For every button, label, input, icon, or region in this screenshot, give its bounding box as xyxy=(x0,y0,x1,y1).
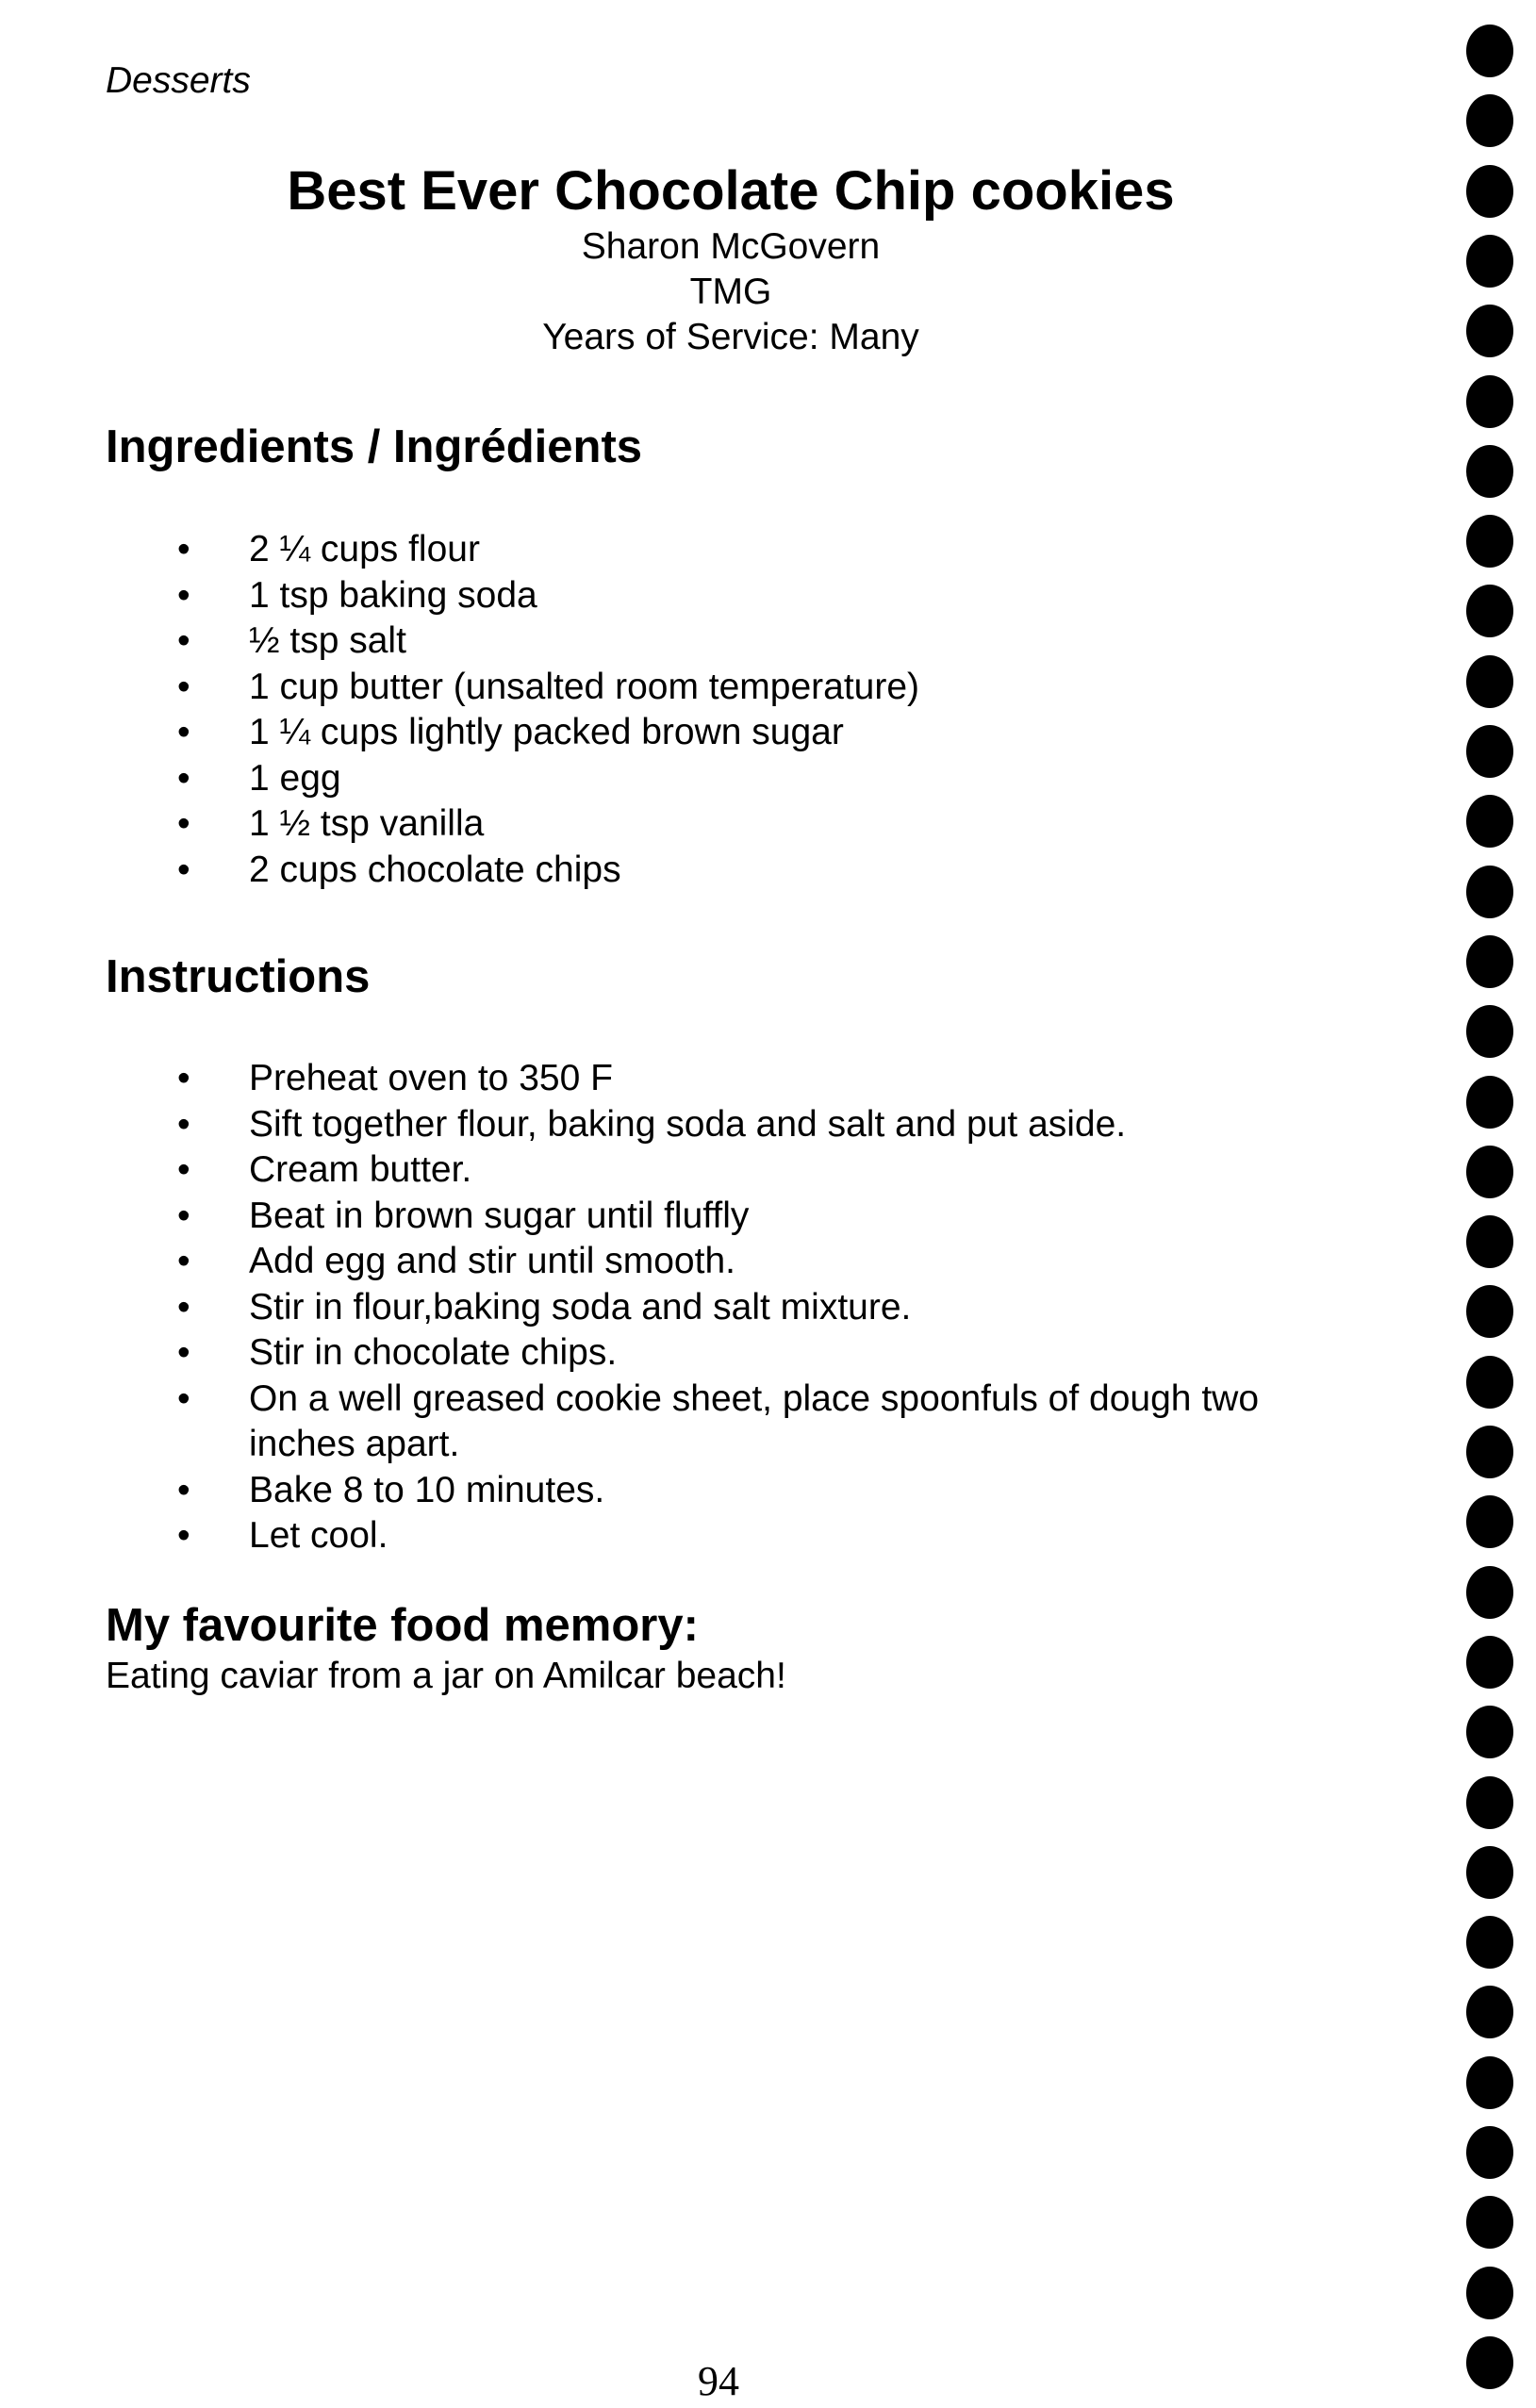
binding-hole-icon xyxy=(1466,655,1513,708)
binding-hole-icon xyxy=(1466,1146,1513,1198)
binding-hole-icon xyxy=(1466,375,1513,428)
binding-hole-icon xyxy=(1466,2196,1513,2249)
bullet-icon: • xyxy=(177,1195,190,1236)
recipe-department: TMG xyxy=(689,272,772,312)
binding-hole-icon xyxy=(1466,1566,1513,1619)
bullet-icon: • xyxy=(177,620,190,661)
instruction-step-text: Preheat oven to 350 F xyxy=(249,1058,613,1098)
ingredient-item xyxy=(172,756,919,802)
ingredient-item xyxy=(172,665,919,711)
binding-hole-icon xyxy=(1466,2126,1513,2179)
instruction-step-text: Bake 8 to 10 minutes. xyxy=(249,1469,605,1510)
instruction-step-text: Let cool. xyxy=(249,1515,388,1556)
bullet-icon: • xyxy=(177,1286,190,1328)
instructions-heading: Instructions xyxy=(106,951,371,1002)
binding-hole-icon xyxy=(1466,235,1513,288)
binding-hole-icon xyxy=(1466,1076,1513,1129)
instruction-step-text: On a well greased cookie sheet, place spoonfuls of dough two inches apart. xyxy=(249,1377,1260,1464)
ingredient-item xyxy=(172,573,919,619)
instruction-step xyxy=(172,1285,1360,1331)
instruction-step-text: Beat in brown sugar until fluffly xyxy=(249,1195,750,1236)
binding-hole-icon xyxy=(1466,585,1513,637)
binding-hole-icon xyxy=(1466,1636,1513,1689)
bullet-icon: • xyxy=(177,666,190,707)
binding-hole-icon xyxy=(1466,165,1513,218)
binding-hole-icon xyxy=(1466,1426,1513,1478)
ingredient-item xyxy=(172,848,919,894)
ingredients-heading: Ingredients / Ingrédients xyxy=(106,421,643,472)
instruction-step xyxy=(172,1056,1360,1102)
instruction-step xyxy=(172,1239,1360,1285)
binding-hole-icon xyxy=(1466,515,1513,568)
bullet-icon: • xyxy=(177,1332,190,1373)
binding-hole-icon xyxy=(1466,2336,1513,2389)
ingredient-item xyxy=(172,618,919,665)
binding-hole-icon xyxy=(1466,1495,1513,1548)
instructions-list xyxy=(172,1056,1360,1559)
instruction-step-text: Sift together flour, baking soda and salt and put aside. xyxy=(249,1103,1127,1145)
section-label: Desserts xyxy=(106,60,251,101)
bullet-icon: • xyxy=(177,1377,190,1419)
bullet-icon: • xyxy=(177,1149,190,1190)
ingredient-item-text: 1 egg xyxy=(249,757,341,799)
bullet-icon: • xyxy=(177,1515,190,1556)
binding-hole-icon xyxy=(1466,1285,1513,1338)
binding-hole-icon xyxy=(1466,935,1513,988)
binding-hole-icon xyxy=(1466,1916,1513,1969)
ingredient-item xyxy=(172,527,919,573)
instruction-step xyxy=(172,1377,1360,1468)
binding-hole-icon xyxy=(1466,445,1513,498)
binding-hole-icon xyxy=(1466,1846,1513,1899)
bullet-icon: • xyxy=(177,712,190,752)
bullet-icon: • xyxy=(177,1469,190,1510)
binding-hole-icon xyxy=(1466,1215,1513,1268)
instruction-step xyxy=(172,1102,1360,1148)
binding-hole-icon xyxy=(1466,725,1513,778)
instruction-step-text: Stir in flour,baking soda and salt mixture. xyxy=(249,1286,912,1328)
binding-hole-icon xyxy=(1466,305,1513,357)
binding-hole-icon xyxy=(1466,1706,1513,1758)
instruction-step xyxy=(172,1194,1360,1240)
ingredient-item-text: 1 cup butter (unsalted room temperature) xyxy=(249,666,920,707)
binding-hole-icon xyxy=(1466,2267,1513,2319)
instruction-step xyxy=(172,1513,1360,1559)
page-number: 94 xyxy=(698,2358,739,2404)
bullet-icon: • xyxy=(177,803,190,844)
ingredient-item-text: 1 ½ tsp vanilla xyxy=(249,803,485,844)
ingredient-item xyxy=(172,801,919,848)
bullet-icon: • xyxy=(177,1058,190,1098)
ingredient-item-text: 2 cups chocolate chips xyxy=(249,849,621,890)
instruction-step-text: Add egg and stir until smooth. xyxy=(249,1241,735,1281)
binding-hole-icon xyxy=(1466,25,1513,77)
ingredient-item xyxy=(172,710,919,756)
ingredient-item-text: 2 ¼ cups flour xyxy=(249,529,480,569)
bullet-icon: • xyxy=(177,1241,190,1281)
recipe-title: Best Ever Chocolate Chip cookies xyxy=(287,160,1175,222)
bullet-icon: • xyxy=(177,849,190,890)
binding-hole-icon xyxy=(1466,1356,1513,1409)
ingredients-list xyxy=(172,527,919,893)
instruction-step-text: Stir in chocolate chips. xyxy=(249,1332,618,1373)
ingredient-item-text: ½ tsp salt xyxy=(249,620,406,661)
recipe-service: Years of Service: Many xyxy=(542,317,919,357)
binding-hole-icon xyxy=(1466,2056,1513,2109)
bullet-icon: • xyxy=(177,529,190,569)
binding-hole-icon xyxy=(1466,1005,1513,1058)
memory-heading: My favourite food memory: xyxy=(106,1600,699,1651)
instruction-step xyxy=(172,1330,1360,1377)
bullet-icon: • xyxy=(177,574,190,616)
binding-hole-icon xyxy=(1466,795,1513,848)
memory-text: Eating caviar from a jar on Amilcar beach! xyxy=(106,1656,786,1696)
spiral-binding xyxy=(1466,0,1523,2408)
instruction-step xyxy=(172,1147,1360,1194)
bullet-icon: • xyxy=(177,757,190,799)
binding-hole-icon xyxy=(1466,94,1513,147)
binding-hole-icon xyxy=(1466,1986,1513,2038)
ingredient-item-text: 1 tsp baking soda xyxy=(249,574,537,616)
instruction-step-text: Cream butter. xyxy=(249,1149,472,1190)
ingredient-item-text: 1 ¼ cups lightly packed brown sugar xyxy=(249,712,844,752)
recipe-author: Sharon McGovern xyxy=(581,226,881,267)
binding-hole-icon xyxy=(1466,866,1513,918)
binding-hole-icon xyxy=(1466,1776,1513,1829)
bullet-icon: • xyxy=(177,1103,190,1145)
instruction-step xyxy=(172,1468,1360,1514)
recipe-header xyxy=(226,158,1235,360)
